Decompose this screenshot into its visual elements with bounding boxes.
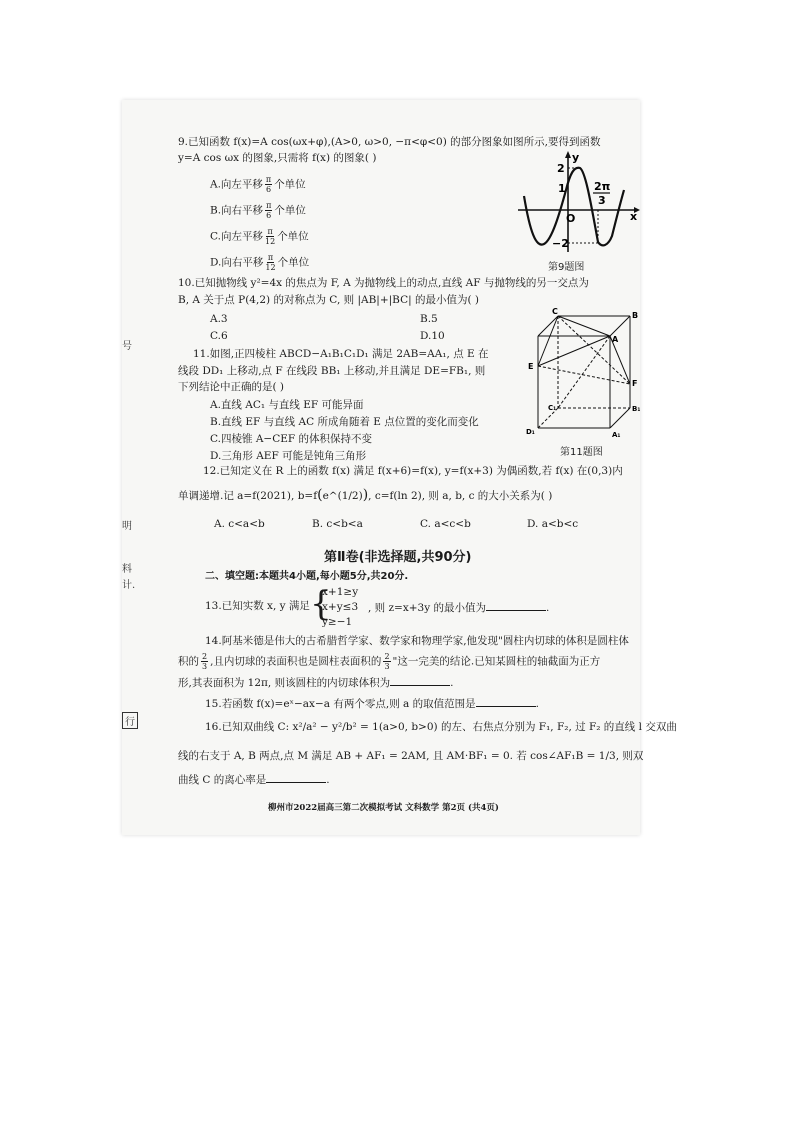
q16-answer-blank[interactable]: [266, 772, 326, 783]
q11-label-b1: B₁: [632, 405, 640, 413]
page-footer: 柳州市2022届高三第二次模拟考试 文科数学 第2页 (共4页): [268, 803, 499, 813]
margin-mark-5: 行: [122, 712, 138, 729]
q15-line: 15.若函数 f(x)=eˣ−ax−a 有两个零点,则 a 的取值范围是 .: [205, 698, 539, 710]
margin-mark-4: 计.: [122, 580, 136, 591]
q9-figure-caption: 第9题图: [548, 262, 585, 273]
q9-option-c[interactable]: C.向左平移 $\frac{\pi}{12}$ 个单位: [210, 227, 309, 246]
q13-brace: {: [310, 584, 332, 624]
q11-label-b: B: [632, 311, 639, 320]
q13-answer-blank[interactable]: [486, 600, 546, 611]
q10-option-a[interactable]: A.3: [210, 313, 228, 325]
q11-label-d1: D₁: [526, 428, 535, 436]
q11-option-c[interactable]: C.四棱锥 A−CEF 的体积保持不变: [210, 433, 373, 445]
q9-label-origin: O: [566, 212, 576, 225]
q10-stem-line2: B, A 关于点 P(4,2) 的对称点为 C, 则 |AB|+|BC| 的最小值为( ): [178, 294, 480, 306]
q10-option-d[interactable]: D.10: [420, 330, 445, 342]
q9-label-2pi: 2π: [594, 180, 611, 193]
q11-label-e: E: [528, 362, 534, 371]
q11-option-d[interactable]: D.三角形 AEF 可能是钝角三角形: [210, 450, 367, 462]
q12-option-b[interactable]: B. c<b<a: [312, 518, 363, 530]
q12-option-c[interactable]: C. a<c<b: [420, 518, 471, 530]
q11-figure-caption: 第11题图: [560, 447, 603, 458]
q11-stem-line1: 11.如图,正四棱柱 ABCD−A₁B₁C₁D₁ 满足 2AB=AA₁, 点 E 在: [193, 348, 489, 360]
q9-option-b[interactable]: B.向右平移 $\frac{\pi}{6}$ 个单位: [210, 201, 306, 220]
q12-stem-line1: 12.已知定义在 R 上的函数 f(x) 满足 f(x+6)=f(x), y=f(x+3) 为偶函数,若 f(x) 在(0,3)内: [203, 465, 623, 477]
q9-label-neg2: −2: [552, 237, 569, 250]
q13-prefix: 13.已知实数 x, y 满足: [205, 600, 310, 612]
q13-suffix: , 则 z=x+3y 的最小值为 .: [368, 602, 550, 614]
q13-cond-2: x+y≤3: [322, 601, 359, 613]
q9-option-a[interactable]: A.向左平移 $\frac{\pi}{6}$ 个单位: [210, 175, 306, 194]
q11-option-a[interactable]: A.直线 AC₁ 与直线 EF 可能异面: [210, 399, 364, 411]
q16-line3: 曲线 C 的离心率是 .: [178, 774, 330, 786]
q9-stem-line1: 9.已知函数 f(x)=A cos(ωx+φ),(A>0, ω>0, −π<φ<0) 的部分图象如图所示,要得到函数: [178, 136, 601, 148]
q14-line1: 14.阿基米德是伟大的古希腊哲学家、数学家和物理学家,他发现"圆柱内切球的体积是圆柱体: [205, 635, 629, 647]
q14-answer-blank[interactable]: [390, 675, 450, 686]
q9-stem-line2: y=A cos ωx 的图象,只需将 f(x) 的图象( ): [178, 152, 377, 164]
margin-mark-3: 料: [122, 564, 132, 575]
q11-label-a: A: [612, 335, 619, 344]
q12-stem-line2: 单调递增.记 a=f(2021), b=f(e^(1/2)), c=f(ln 2), 则 a, b, c 的大小关系为( ): [178, 487, 553, 503]
q12-option-d[interactable]: D. a<b<c: [527, 518, 579, 530]
q9-label-1: 1: [558, 182, 566, 195]
margin-mark-2: 明: [122, 521, 132, 532]
q11-figure: [526, 306, 640, 440]
q11-label-a1: A₁: [612, 431, 621, 439]
q16-line2: 线的右支于 A, B 两点,点 M 满足 AB + AF₁ = 2AM, 且 AM·BF₁ = 0. 若 cos∠AF₁B = 1/3, 则双: [178, 750, 644, 762]
q11-label-c: C: [552, 307, 558, 316]
q14-line2: 积的 $\frac{2}{3}$ ,且内切球的表面积也是圆柱表面积的 $\frac{2}{3}$ "这一完美的结论.已知某圆柱的轴截面为正方: [178, 652, 601, 671]
q12-option-a[interactable]: A. c<a<b: [214, 518, 265, 530]
part2-title: 第Ⅱ卷(非选择题,共90分): [324, 550, 472, 565]
q10-option-c[interactable]: C.6: [210, 330, 228, 342]
part2-section-heading: 二、填空题:本题共4小题,每小题5分,共20分.: [205, 571, 409, 582]
q11-label-f: F: [632, 379, 638, 388]
q15-answer-blank[interactable]: [476, 696, 536, 707]
q16-line1: 16.已知双曲线 C: x²/a² − y²/b² = 1(a>0, b>0) 的左、右焦点分别为 F₁, F₂, 过 F₂ 的直线 l 交双曲: [205, 721, 677, 733]
q9-label-2: 2: [557, 162, 565, 175]
q10-stem-line1: 10.已知抛物线 y²=4x 的焦点为 F, A 为抛物线上的动点,直线 AF 与抛物线的另一交点为: [178, 277, 589, 289]
margin-mark-1: 号: [122, 341, 132, 352]
q11-stem-line2: 线段 DD₁ 上移动,点 F 在线段 BB₁ 上移动,并且满足 DE=FB₁, 则: [178, 365, 486, 377]
q9-label-y: y: [572, 151, 580, 164]
q14-line3: 形,其表面积为 12π, 则该圆柱的内切球体积为 .: [178, 677, 454, 689]
q12-e-power: e^(1/2): [322, 490, 363, 502]
q9-label-x: x: [630, 210, 638, 223]
q13-cond-3: y≥−1: [322, 616, 353, 628]
q10-option-b[interactable]: B.5: [420, 313, 438, 325]
q13-cond-1: x+1≥y: [322, 586, 359, 598]
q9-figure: [516, 150, 640, 255]
q9-label-3: 3: [598, 194, 606, 207]
q11-option-b[interactable]: B.直线 EF 与直线 AC 所成角随着 E 点位置的变化而变化: [210, 416, 479, 428]
q9-option-d[interactable]: D.向右平移 $\frac{\pi}{12}$ 个单位: [210, 253, 310, 272]
q11-stem-line3: 下列结论中正确的是( ): [178, 381, 285, 393]
q11-label-c1: C₁: [548, 404, 557, 412]
